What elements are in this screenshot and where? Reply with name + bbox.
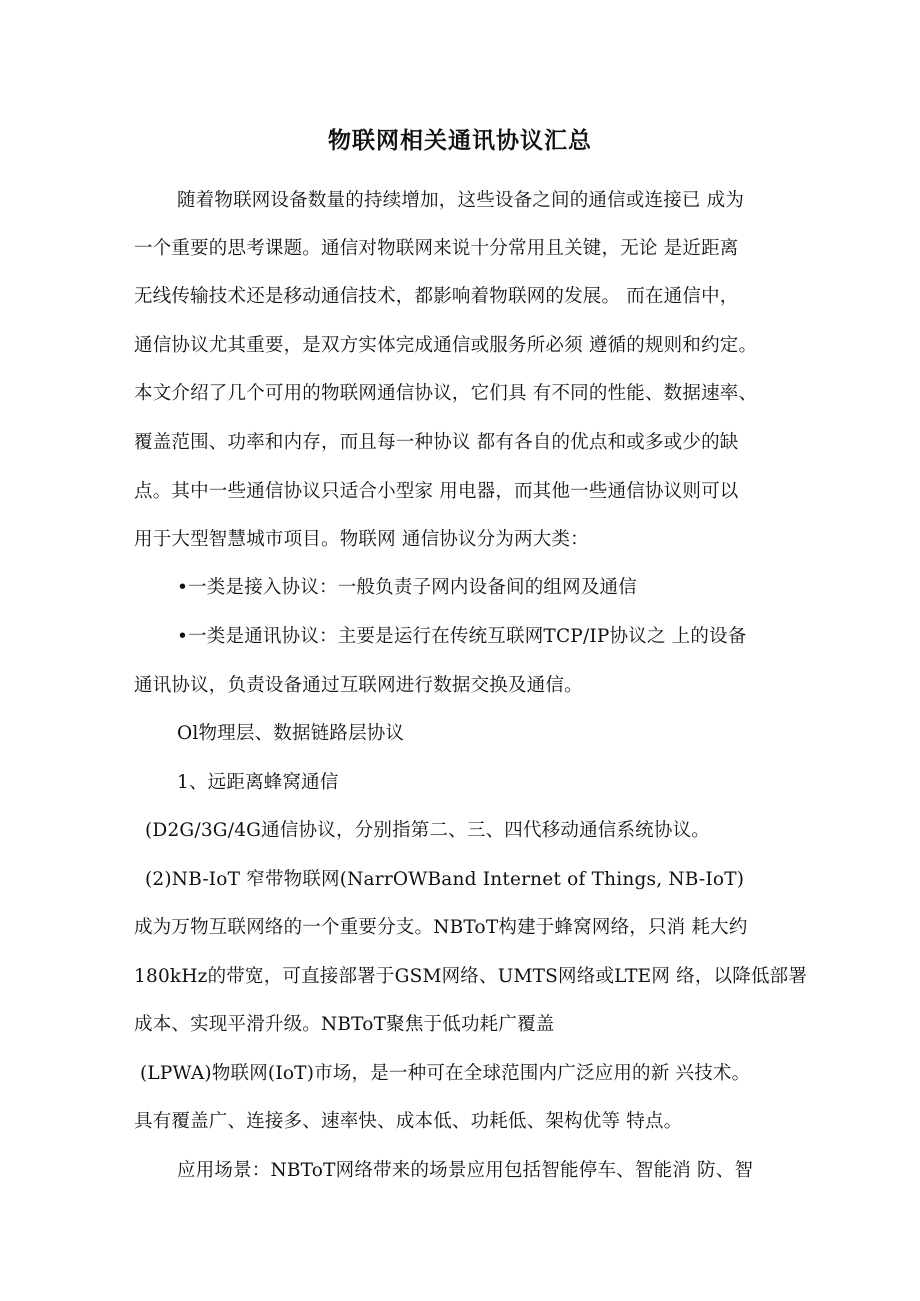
paragraph-line: 应用场景：NBToT网络带来的场景应用包括智能停车、智能消 防、智: [177, 1160, 754, 1181]
paragraph-line: 成为万物互联网络的一个重要分支。NBToT构建于蜂窝网络，只消 耗大约: [134, 917, 748, 938]
paragraph-line: 无线传输技术还是移动通信技术，都影响着物联网的发展。 而在通信中，: [134, 286, 739, 307]
paragraph-line: 通讯协议，负责设备通过互联网进行数据交换及通信。: [134, 675, 583, 696]
bullet-item: •一类是接入协议：一般负责子网内设备间的组网及通信: [177, 577, 637, 598]
paragraph-line: 成本、实现平滑升级。NBToT聚焦于低功耗广覆盖: [134, 1014, 555, 1035]
paragraph-line: (LPWA)物联网(IoT)市场，是一种可在全球范围内广泛应用的新 兴技术。: [140, 1063, 751, 1084]
bullet-item: •一类是通讯协议：主要是运行在传统互联网TCP/IP协议之 上的设备: [177, 626, 747, 647]
paragraph-line: 一个重要的思考课题。通信对物联网来说十分常用且关键，无论 是近距离: [134, 238, 739, 259]
paragraph-line: 随着物联网设备数量的持续增加，这些设备之间的通信或连接已 成为: [177, 190, 745, 211]
list-item: (2)NB-IoT 窄带物联网(NarrOWBand Internet of Things, NB-IoT): [145, 869, 745, 890]
list-item: (D2G/3G/4G通信协议，分别指第二、三、四代移动通信系统协议。: [145, 820, 710, 841]
paragraph-line: 覆盖范围、功率和内存，而且每一种协议 都有各自的优点和或多或少的缺: [134, 432, 739, 453]
paragraph-line: 180kHz的带宽，可直接部署于GSM网络、UMTS网络或LTE网 络，以降低部署: [134, 966, 808, 987]
paragraph-line: 用于大型智慧城市项目。物联网 通信协议分为两大类：: [134, 529, 589, 550]
paragraph-line: 具有覆盖广、连接多、速率快、成本低、功耗低、架构优等 特点。: [134, 1111, 683, 1132]
paragraph-line: 本文介绍了几个可用的物联网通信协议，它们具 有不同的性能、数据速率、: [134, 383, 758, 404]
paragraph-line: 点。其中一些通信协议只适合小型家 用电器，而其他一些通信协议则可以: [134, 481, 739, 502]
section-heading: Ol物理层、数据链路层协议: [177, 723, 405, 744]
subsection-heading: 1、远距离蜂窝通信: [177, 772, 339, 793]
paragraph-line: 通信协议尤其重要，是双方实体完成通信或服务所必须 遵循的规则和约定。: [134, 335, 758, 356]
document-title: 物联网相关通讯协议汇总: [328, 127, 592, 154]
